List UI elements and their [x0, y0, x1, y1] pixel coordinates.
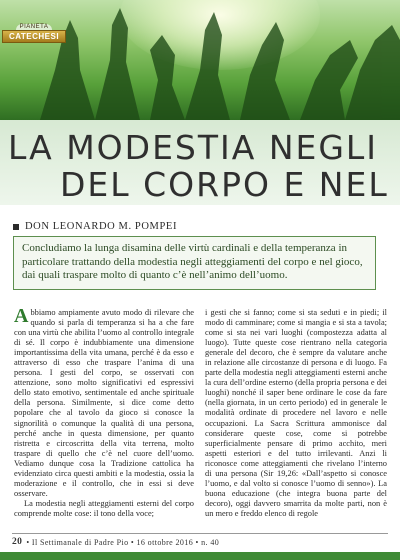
article-title-line-2: DEL CORPO E NEL — [60, 165, 389, 204]
article-column-left — [14, 308, 194, 530]
byline-bullet-icon — [13, 224, 19, 230]
seal-top-text: PIANETA — [16, 24, 53, 30]
byline — [13, 221, 177, 232]
page-number: 20 — [12, 537, 23, 547]
author-name: DON LEONARDO M. POMPEI — [25, 221, 178, 232]
paragraph — [14, 308, 194, 499]
page-footer — [12, 533, 388, 550]
article-title-line-1: LA MODESTIA NEGLI — [8, 128, 379, 167]
header-photo — [0, 0, 400, 120]
paragraph-text: bbiamo ampiamente avuto modo di rilevare che quando si parla di temperanza si ha a che fare con una virtù che abilita l’uomo al controllo integrale di sé. Il corpo è indubbiamente una dimensione importantissima della vita umana, perché è da esso e attraverso di esso che traspare l’anima di una persona. I gesti del corpo, se osservati con attenzione, sono molto significativi ed espressivi dello stato emotivo, sentimentale ed anche spirituale della persona. Similmente, si dice come detto popolare che al tavolo da gioco si conosce la signorilità o comunque la qualità di una persona, perché anche in questa dimensione, per quanto ristretta e circoscritta della vita terrena, molto traspare di quello che c’è nel cuore dell’uomo. Vediamo dunque cosa la Tradizione cattolica ha evidenziato circa questi ambiti e la modestia, ossia la moderazione e il controllo, che in essi si deve osservare. — [14, 308, 194, 498]
article-column-right — [205, 308, 387, 530]
section-seal — [4, 24, 64, 64]
publication-info: • Il Settimanale di Padre Pio • 16 ottobre 2016 • n. 40 — [26, 537, 220, 547]
drop-cap: A — [14, 308, 29, 327]
lead-paragraph: Concludiamo la lunga disamina delle virtù cardinali e della temperanza in particolare trattando della modestia negli atteggiamenti del corpo e nel gioco, dai quali traspare molto di quanto c’è nell’animo dell’uomo. — [13, 236, 376, 290]
paragraph: La modestia negli atteggiamenti esterni del corpo comprende molte cose: il tono della voce; — [14, 498, 194, 518]
section-ribbon: CATECHESI — [2, 30, 66, 43]
bottom-color-bar — [0, 552, 400, 560]
paragraph: i gesti che si fanno; come si sta seduti e in piedi; il modo di camminare; come si mangia e si sta a tavola; come si sta nei vari luoghi (compostezza adatta al luogo). Tutte queste cose rientrano nella categoria generale del decoro, che è sempre da valutare anche in relazione alle circostanze di persona e di luogo. Fa parte della modestia negli atteggiamenti esterni anche la cura dell’ordine esterno (della propria persona e dei luoghi) nonché il saper bene ordinare le cose da fare (nella giornata, in un certo periodo) ed in generale le modalità ordinate di procedere nel lavoro e nelle occupazioni. La Sacra Scrittura ammonisce dal considerare queste cose, come si potrebbe superficialmente pensare di primo acchito, meri aspetti esteriori e del tutto irrilevanti. Anzi li riconosce come atteggiamenti che rivelano l’interno di una persona (Sir 19,26: «Dall’aspetto si conosce l’uomo, e dal volto si conosce l’uomo di senno»). La buona educazione (che integra buona parte del decoro), oggi davvero smarrita da molte parti, non è un mero e freddo elenco di regole — [205, 308, 387, 518]
